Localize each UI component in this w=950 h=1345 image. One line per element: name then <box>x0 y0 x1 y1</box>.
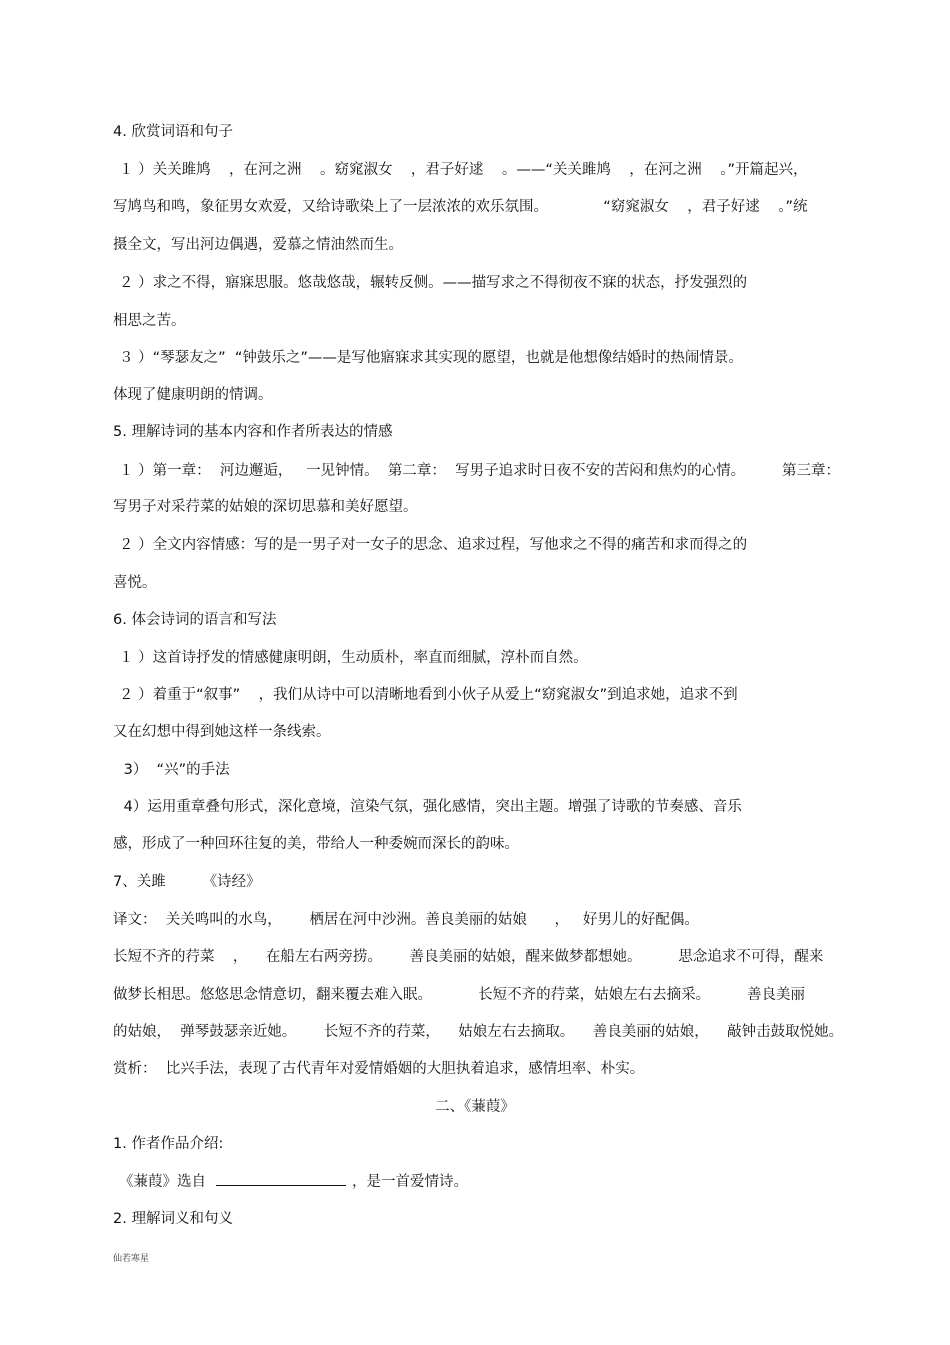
heading-word-meaning: 2. 理解词义和句义 <box>113 1211 233 1227</box>
heading-guanju: 7、关雎 《诗经》 <box>113 874 261 890</box>
paragraph-line: 相思之苦。 <box>113 313 186 329</box>
paragraph-line: 摄全文，写出河边偶遇，爱慕之情油然而生。 <box>113 237 403 253</box>
paragraph-line: １ ）关关雎鸠 ，在河之洲 。窈窕淑女 ，君子好逑 。——“关关雎鸠 ，在河之洲 。”开篇起兴， <box>119 162 808 178</box>
paragraph-line: ２ ）求之不得，寤寐思服。悠哉悠哉，辗转反侧。——描写求之不得彻夜不寐的状态，抒发强烈的 <box>119 275 748 291</box>
paragraph-line: ２ ）全文内容情感：写的是一男子对一女子的思念、追求过程，写他求之不得的痛苦和求而得之的 <box>119 537 748 553</box>
fill-in-before: 《蒹葭》选自 <box>119 1174 206 1190</box>
footer-watermark: 仙若寒星 <box>113 1254 150 1264</box>
heading-understand-content: 5. 理解诗词的基本内容和作者所表达的情感 <box>113 424 393 440</box>
paragraph-line: 感，形成了一种回环往复的美，带给人一种委婉而深长的韵味。 <box>113 836 519 852</box>
paragraph-line: ３ ）“琴瑟友之” “钟鼓乐之”——是写他寤寐求其实现的愿望，也就是他想像结婚时的热闹情景。 <box>119 350 743 366</box>
heading-language-style: 6. 体会诗词的语言和写法 <box>113 612 277 628</box>
translation-line: 做梦长相思。悠悠思念情意切，翻来覆去难入眠。 长短不齐的荇菜，姑娘左右去摘采。 善良美丽 <box>113 987 805 1003</box>
fill-in-line <box>119 1171 859 1192</box>
paragraph-line: １ ）这首诗抒发的情感健康明朗，生动质朴，率直而细腻，淳朴而自然。 <box>119 650 588 666</box>
paragraph-line: 又在幻想中得到她这样一条线索。 <box>113 724 331 740</box>
paragraph-line: 体现了健康明朗的情调。 <box>113 387 273 403</box>
paragraph-line: ２ ）着重于“叙事” ，我们从诗中可以清晰地看到小伙子从爱上“窈窕淑女”到追求她，追求不到 <box>119 687 738 703</box>
answer-blank[interactable] <box>216 1171 346 1186</box>
translation-line: 的姑娘， 弹琴鼓瑟亲近她。 长短不齐的荇菜， 姑娘左右去摘取。 善良美丽的姑娘， 敲钟击鼓取悦她。 <box>113 1024 844 1040</box>
heading-appreciate-words: 4. 欣赏词语和句子 <box>113 124 233 140</box>
paragraph-line: 3） “兴”的手法 <box>119 762 230 778</box>
translation-line: 长短不齐的荇菜 ， 在船左右两旁捞。 善良美丽的姑娘，醒来做梦都想她。 思念追求不可得，醒来 <box>113 949 824 965</box>
section-title-jianjia: 二、《蒹葭》 <box>435 1099 515 1115</box>
translation-line: 译文： 关关鸣叫的水鸟， 栖居在河中沙洲。善良美丽的姑娘 ， 好男儿的好配偶。 <box>113 912 699 928</box>
paragraph-line: 写鸠鸟和鸣，象征男女欢爱，又给诗歌染上了一层浓浓的欢乐氛围。 “窈窕淑女 ，君子好逑 。”统 <box>113 199 808 215</box>
heading-author-intro: 1. 作者作品介绍: <box>113 1136 224 1152</box>
fill-in-after: ，是一首爱情诗。 <box>352 1174 468 1190</box>
paragraph-line: 喜悦。 <box>113 575 157 591</box>
appreciation-line: 赏析： 比兴手法，表现了古代青年对爱情婚姻的大胆执着追求，感情坦率、朴实。 <box>113 1061 645 1077</box>
paragraph-line: １ ）第一章： 河边邂逅， 一见钟情。 第二章： 写男子追求时日夜不安的苦闷和焦灼的心情。 第三章： <box>119 463 840 479</box>
paragraph-line: 4）运用重章叠句形式，深化意境，渲染气氛，强化感情，突出主题。增强了诗歌的节奏感、音乐 <box>119 799 742 815</box>
paragraph-line: 写男子对采荇菜的姑娘的深切思慕和美好愿望。 <box>113 499 418 515</box>
